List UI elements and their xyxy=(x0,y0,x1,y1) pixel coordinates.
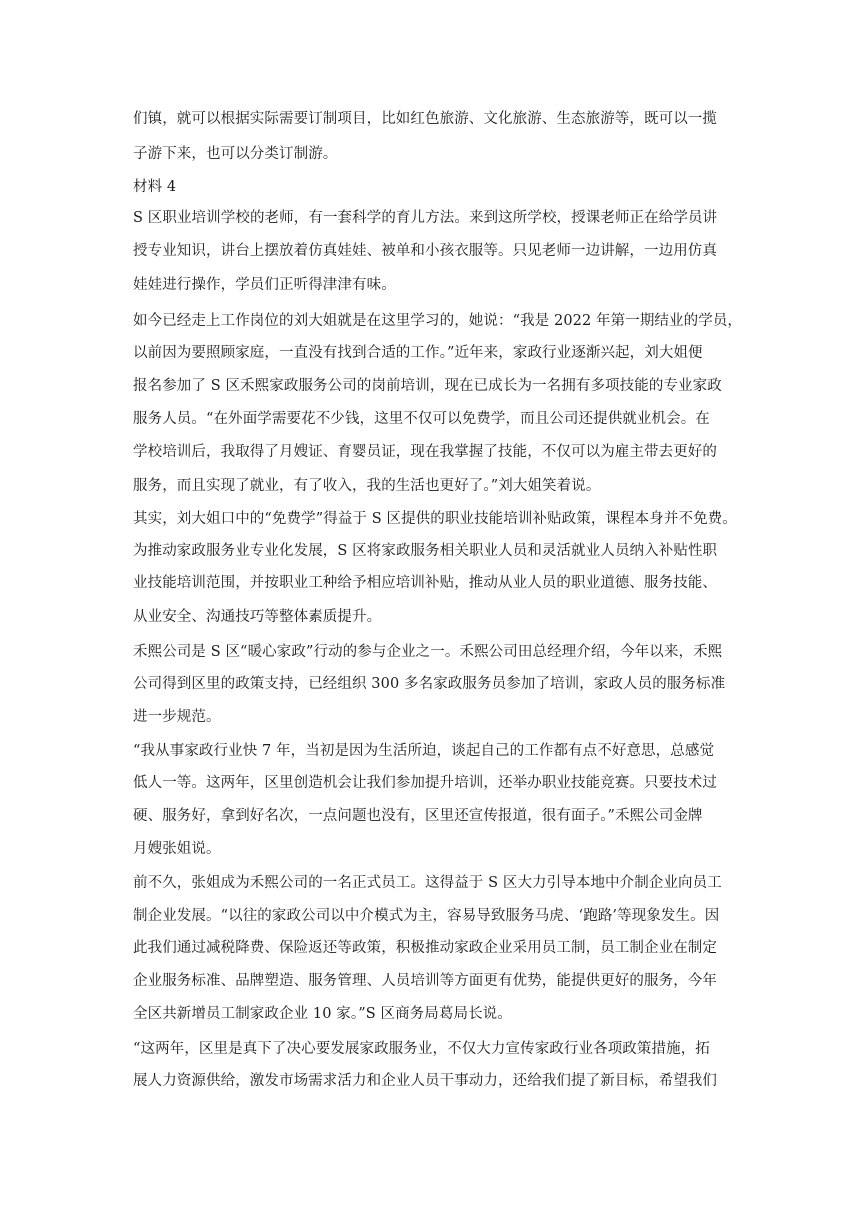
text-line: 子游下来，也可以分类订制游。 xyxy=(133,146,338,162)
text-line: 公司得到区里的政策支持，已经组织 300 多名家政服务员参加了培训，家政人员的服务标准 xyxy=(133,676,726,692)
text-line: 企业服务标准、品牌塑造、服务管理、人员培训等方面更有优势，能提供更好的服务，今年 xyxy=(133,973,717,989)
text-line: 业技能培训范围，并按职业工种给予相应培训补贴，推动从业人员的职业道德、服务技能、 xyxy=(133,575,717,591)
text-line: “这两年，区里是真下了决心要发展家政服务业，不仅大力宣传家政行业各项政策措施，拓 xyxy=(133,1041,710,1057)
text-line: 制企业发展。“以往的家政公司以中介模式为主，容易导致服务马虎、‘跑路’等现象发生。因 xyxy=(133,908,720,924)
text-line: 服务人员。“在外面学需要花不少钱，这里不仅可以免费学，而且公司还提供就业机会。在 xyxy=(133,411,710,427)
text-line: 低人一等。这两年，区里创造机会让我们参加提升培训，还举办职业技能竞赛。只要技术过 xyxy=(133,775,717,791)
text-line: S 区职业培训学校的老师，有一套科学的育儿方法。来到这所学校，授课老师正在给学员讲 xyxy=(133,210,718,226)
text-line: 报名参加了 S 区禾熙家政服务公司的岗前培训，现在已成长为一名拥有多项技能的专业家政 xyxy=(133,378,722,394)
text-line: 前不久，张姐成为禾熙公司的一名正式员工。这得益于 S 区大力引导本地中介制企业向员工 xyxy=(133,875,722,891)
text-line: 为推动家政服务业专业化发展，S 区将家政服务相关职业人员和灵活就业人员纳入补贴性职 xyxy=(133,543,718,559)
section-heading: 材料 4 xyxy=(133,179,177,195)
text-line: 们镇，就可以根据实际需要订制项目，比如红色旅游、文化旅游、生态旅游等，既可以一揽 xyxy=(133,111,717,127)
text-line: 月嫂张姐说。 xyxy=(133,841,221,857)
text-line: 进一步规范。 xyxy=(133,709,221,725)
text-line: 全区共新增员工制家政企业 10 家。”S 区商务局葛局长说。 xyxy=(133,1006,512,1022)
text-line: 此我们通过减税降费、保险返还等政策，积极推动家政企业采用员工制，员工制企业在制定 xyxy=(133,940,717,956)
text-line: 硬、服务好，拿到好名次，一点问题也没有，区里还宣传报道，很有面子。”禾熙公司金牌 xyxy=(133,808,703,824)
text-line: 学校培训后，我取得了月嫂证、育婴员证，现在我掌握了技能，不仅可以为雇主带去更好的 xyxy=(133,444,717,460)
text-line: 其实，刘大姐口中的“免费学”得益于 S 区提供的职业技能培训补贴政策，课程本身并不免费。 xyxy=(133,511,737,527)
text-line: “我从事家政行业快 7 年，当初是因为生活所迫，谈起自己的工作都有点不好意思，总感觉 xyxy=(133,743,715,759)
text-line: 展人力资源供给，激发市场需求活力和企业人员干事动力，还给我们提了新目标，希望我们 xyxy=(133,1073,717,1089)
text-line: 如今已经走上工作岗位的刘大姐就是在这里学习的，她说：“我是 2022 年第一期结业的学员， xyxy=(133,313,743,329)
text-line: 从业安全、沟通技巧等整体素质提升。 xyxy=(133,609,382,625)
text-line: 以前因为要照顾家庭，一直没有找到合适的工作。”近年来，家政行业逐渐兴起，刘大姐便 xyxy=(133,345,703,361)
text-line: 禾熙公司是 S 区“暖心家政”行动的参与企业之一。禾熙公司田总经理介绍，今年以来，禾熙 xyxy=(133,644,723,660)
text-line: 服务，而且实现了就业，有了收入，我的生活也更好了。”刘大姐笑着说。 xyxy=(133,478,601,494)
text-line: 授专业知识，讲台上摆放着仿真娃娃、被单和小孩衣服等。只见老师一边讲解，一边用仿真 xyxy=(133,243,717,259)
text-line: 娃娃进行操作，学员们正听得津津有味。 xyxy=(133,277,396,293)
